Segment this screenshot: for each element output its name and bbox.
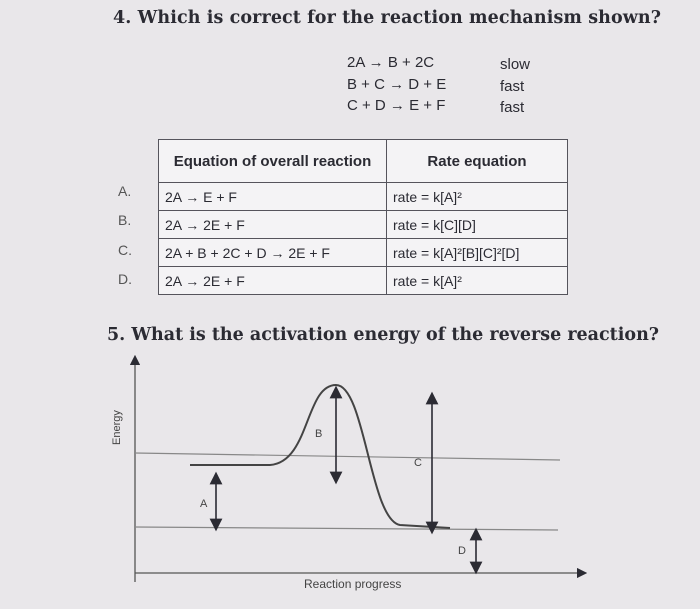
mechanism-step-2: B + C → D + E	[347, 76, 447, 93]
option-letter-a[interactable]: A.	[118, 183, 132, 199]
product-level-line	[135, 527, 558, 530]
option-c-equation: 2A + B + 2C + D → 2E + F	[159, 239, 387, 267]
option-b-equation: 2A → 2E + F	[159, 211, 387, 239]
arrow-label-b: B	[315, 428, 323, 440]
option-c-rate: rate = k[A]²[B][C]²[D]	[387, 239, 568, 267]
mechanism-step-1: 2A → B + 2C	[347, 54, 435, 71]
x-axis-label: Reaction progress	[304, 577, 402, 591]
option-d-rate: rate = k[A]²	[387, 267, 568, 295]
reactant-level-line	[135, 453, 560, 460]
arrow-label-d: D	[458, 545, 466, 557]
option-d-equation: 2A → 2E + F	[159, 267, 387, 295]
mechanism-speed-3: fast	[500, 99, 525, 116]
option-b-rate: rate = k[C][D]	[387, 211, 568, 239]
arrow-label-a: A	[200, 498, 208, 510]
mechanism-speed-2: fast	[500, 78, 525, 95]
option-a-rate: rate = k[A]²	[387, 183, 568, 211]
option-letter-c[interactable]: C.	[118, 242, 132, 258]
mechanism-speed-1: slow	[500, 56, 531, 73]
header-rate: Rate equation	[387, 140, 568, 183]
arrow-label-c: C	[414, 457, 422, 469]
mechanism-step-3: C + D → E + F	[347, 97, 446, 114]
option-letter-d[interactable]: D.	[118, 271, 132, 287]
question-5-title: 5. What is the activation energy of the reverse reaction?	[107, 325, 660, 345]
y-axis-label: Energy	[111, 410, 123, 445]
option-a-equation: 2A → E + F	[159, 183, 387, 211]
header-equation: Equation of overall reaction	[159, 140, 387, 183]
question-4-title: 4. Which is correct for the reaction mechanism shown?	[113, 8, 662, 28]
option-letter-b[interactable]: B.	[118, 212, 132, 228]
